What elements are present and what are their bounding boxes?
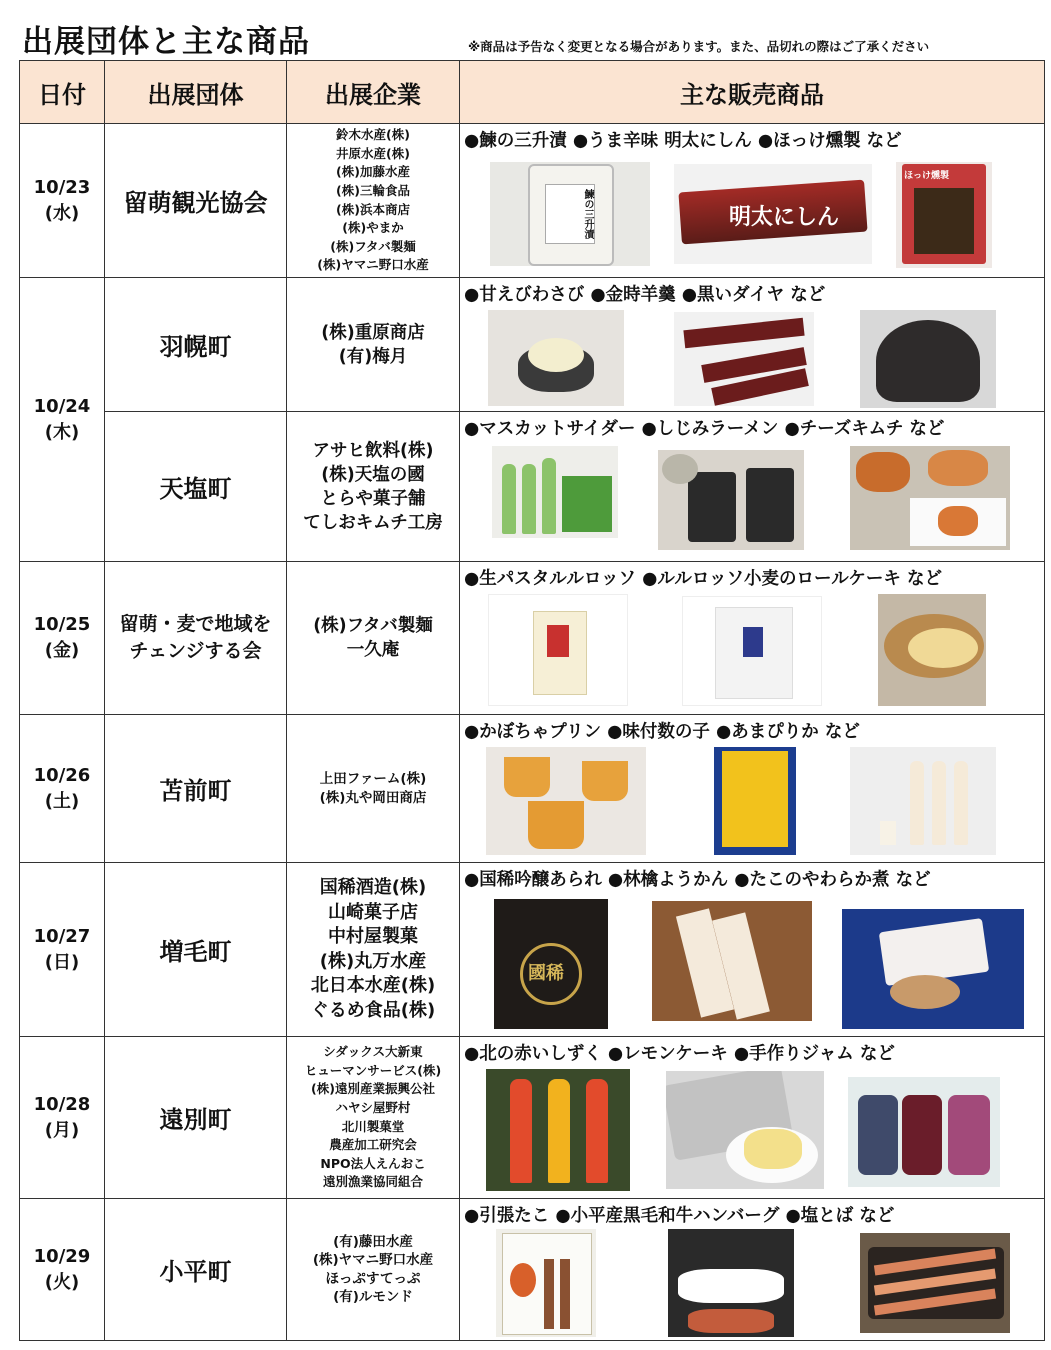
product-photos <box>460 1069 1044 1195</box>
company-item: (株)浜本商店 <box>336 201 410 217</box>
group-cell: 増毛町 <box>105 863 287 1037</box>
product-photo <box>492 446 618 538</box>
date-text: 10/29 <box>33 1245 91 1267</box>
product-names: ●かぼちゃプリン ●味付数の子 ●あまぴりか など <box>464 722 860 742</box>
group-cell: 遠別町 <box>105 1037 287 1199</box>
product-photo: 明太にしん <box>674 164 872 264</box>
weekday-text: (土) <box>44 790 80 812</box>
date-cell <box>20 1199 105 1341</box>
date-text: 10/23 <box>33 176 91 198</box>
product-photo <box>878 594 986 706</box>
company-item: アサヒ飲料(株) <box>312 440 434 461</box>
product-names: ●甘えびわさび ●金時羊羹 ●黒いダイヤ など <box>464 285 826 305</box>
company-item: (株)ヤマニ野口水産 <box>312 1252 434 1268</box>
company-item: (有)ルモンド <box>333 1289 413 1305</box>
company-item: 遠別漁業協同組合 <box>322 1174 423 1190</box>
company-item: (有)藤田水産 <box>333 1233 413 1250</box>
company-item: ヒューマンサービス(株) <box>304 1062 442 1078</box>
company-item: てしおキムチ工房 <box>303 512 443 533</box>
product-photo <box>486 1069 630 1191</box>
company-item: (株)天塩の國 <box>321 464 425 485</box>
product-photo <box>850 446 1010 550</box>
weekday-text: (木) <box>44 421 80 443</box>
product-names: ●生パスタルルロッソ ●ルルロッソ小麦のロールケーキ など <box>464 569 942 589</box>
company-item: (株)フタバ製麺 <box>313 616 433 636</box>
column-header-company: 出展企業 <box>287 61 460 124</box>
weekday-text: (月) <box>44 1119 80 1141</box>
notice-text: ※商品は予告なく変更となる場合があります。また、品切れの際はご了承ください <box>468 39 930 54</box>
product-photo <box>486 747 646 855</box>
company-item: 山崎菓子店 <box>328 901 418 923</box>
date-text: 10/26 <box>33 764 91 786</box>
company-item: ほっぷすてっぷ <box>325 1270 421 1287</box>
company-item: (株)丸万水産 <box>319 950 427 972</box>
company-cell <box>287 863 460 1037</box>
product-photo <box>668 1229 794 1337</box>
date-cell <box>20 562 105 715</box>
company-list <box>287 439 459 535</box>
company-item: (株)やまか <box>342 220 404 236</box>
table-row <box>20 562 1045 715</box>
company-cell <box>287 1199 460 1341</box>
company-item: 鈴木水産(株) <box>336 127 410 143</box>
product-photo <box>860 1233 1010 1333</box>
table-row <box>20 1199 1045 1341</box>
company-item: NPO法人えんおこ <box>320 1155 426 1171</box>
product-photo <box>666 1071 824 1189</box>
product-names: ●マスカットサイダー ●しじみラーメン ●チーズキムチ など <box>464 419 945 439</box>
date-text: 10/24 <box>33 395 91 417</box>
product-names: ●鰊の三升漬 ●うま辛味 明太にしん ●ほっけ燻製 など <box>464 131 902 151</box>
group-cell: 羽幌町 <box>105 278 287 412</box>
table-row <box>20 412 1045 562</box>
company-item: (株)三輪食品 <box>336 182 410 198</box>
product-photo <box>848 1077 1000 1187</box>
product-photo <box>850 747 996 855</box>
company-list <box>287 614 459 662</box>
product-photo <box>496 1229 596 1337</box>
table-header-row <box>20 61 1045 124</box>
column-header-group: 出展団体 <box>105 61 287 124</box>
products-cell <box>460 278 1045 412</box>
date-cell <box>20 124 105 278</box>
company-cell <box>287 124 460 278</box>
company-item: (有)梅月 <box>338 346 408 367</box>
company-item: (株)遠別産業振興公社 <box>311 1081 435 1097</box>
product-photo <box>682 596 822 706</box>
product-photos <box>460 895 1044 1033</box>
product-photo <box>842 909 1024 1029</box>
page-title: 出展団体と主な商品 <box>22 24 310 60</box>
exhibitor-table <box>19 60 1045 1341</box>
products-cell <box>460 124 1045 278</box>
product-photos <box>460 594 1044 712</box>
product-photo <box>658 450 804 550</box>
date-cell <box>20 1037 105 1199</box>
product-photos <box>460 310 1044 410</box>
product-photo <box>488 310 624 406</box>
date-cell <box>20 278 105 562</box>
group-cell: 苫前町 <box>105 715 287 863</box>
company-item: ハヤシ屋野村 <box>335 1099 411 1115</box>
date-cell <box>20 863 105 1037</box>
company-list <box>287 770 459 807</box>
company-list <box>287 1233 459 1307</box>
weekday-text: (水) <box>44 202 80 224</box>
products-cell <box>460 715 1045 863</box>
products-cell <box>460 562 1045 715</box>
company-cell <box>287 412 460 562</box>
product-photos <box>460 747 1044 859</box>
weekday-text: (火) <box>44 1271 80 1293</box>
weekday-text: (日) <box>44 951 80 973</box>
company-item: 一久庵 <box>346 640 400 660</box>
products-cell <box>460 863 1045 1037</box>
product-photos <box>460 1229 1044 1339</box>
weekday-text: (金) <box>44 640 80 661</box>
group-cell: 留萌・麦で地域を チェンジする会 <box>105 562 287 715</box>
date-cell <box>20 715 105 863</box>
company-item: (株)ヤマニ野口水産 <box>317 257 429 273</box>
company-item: (株)加藤水産 <box>336 164 410 180</box>
company-cell <box>287 562 460 715</box>
company-item: 国稀酒造(株) <box>319 877 427 898</box>
company-list <box>287 1043 459 1192</box>
company-item: (株)丸や岡田商店 <box>319 789 427 806</box>
company-list <box>287 126 459 275</box>
product-names: ●北の赤いしずく ●レモンケーキ ●手作りジャム など <box>464 1044 895 1064</box>
product-photo <box>714 747 796 855</box>
table-row <box>20 1037 1045 1199</box>
table-row <box>20 715 1045 863</box>
product-names: ●引張たこ ●小平産黒毛和牛ハンバーグ ●塩とば など <box>464 1206 895 1226</box>
product-photo: ほっけ燻製 <box>896 162 992 268</box>
company-cell <box>287 278 460 412</box>
company-cell <box>287 1037 460 1199</box>
date-text: 10/28 <box>33 1093 91 1115</box>
company-item: 中村屋製菓 <box>328 926 418 947</box>
product-photo <box>652 901 812 1021</box>
date-text: 10/27 <box>33 925 91 947</box>
column-header-products: 主な販売商品 <box>460 61 1045 124</box>
company-item: (株)重原商店 <box>321 322 425 343</box>
table-row <box>20 278 1045 412</box>
column-header-date: 日付 <box>20 61 105 124</box>
group-cell: 留萌観光協会 <box>105 124 287 278</box>
group-cell: 天塩町 <box>105 412 287 562</box>
product-photo <box>860 310 996 408</box>
date-text: 10/25 <box>33 614 91 635</box>
product-photos <box>460 444 1044 558</box>
company-item: (株)フタバ製麺 <box>330 238 416 254</box>
group-cell: 小平町 <box>105 1199 287 1341</box>
company-item: シダックス大新東 <box>323 1044 423 1060</box>
product-photo: 國稀 <box>494 899 608 1029</box>
product-photos <box>460 156 1044 272</box>
product-photo <box>674 312 814 406</box>
company-item: 北川製菓堂 <box>341 1118 405 1134</box>
table-row <box>20 124 1045 278</box>
company-item: 農産加工研究会 <box>329 1137 417 1153</box>
company-item: とらや菓子舗 <box>320 488 426 509</box>
products-cell <box>460 412 1045 562</box>
company-item: 北日本水産(株) <box>310 975 436 996</box>
company-item: ぐるめ食品(株) <box>310 999 436 1021</box>
company-cell <box>287 715 460 863</box>
products-cell <box>460 1037 1045 1199</box>
product-names: ●国稀吟醸あられ ●林檎ようかん ●たこのやわらか煮 など <box>464 870 931 890</box>
table-row <box>20 863 1045 1037</box>
product-photo <box>488 594 628 706</box>
product-photo: 鰊の三升漬 <box>490 162 650 266</box>
company-list <box>287 321 459 369</box>
company-list <box>287 876 459 1023</box>
company-item: 井原水産(株) <box>336 145 410 161</box>
products-cell <box>460 1199 1045 1341</box>
company-item: 上田ファーム(株) <box>319 771 427 787</box>
